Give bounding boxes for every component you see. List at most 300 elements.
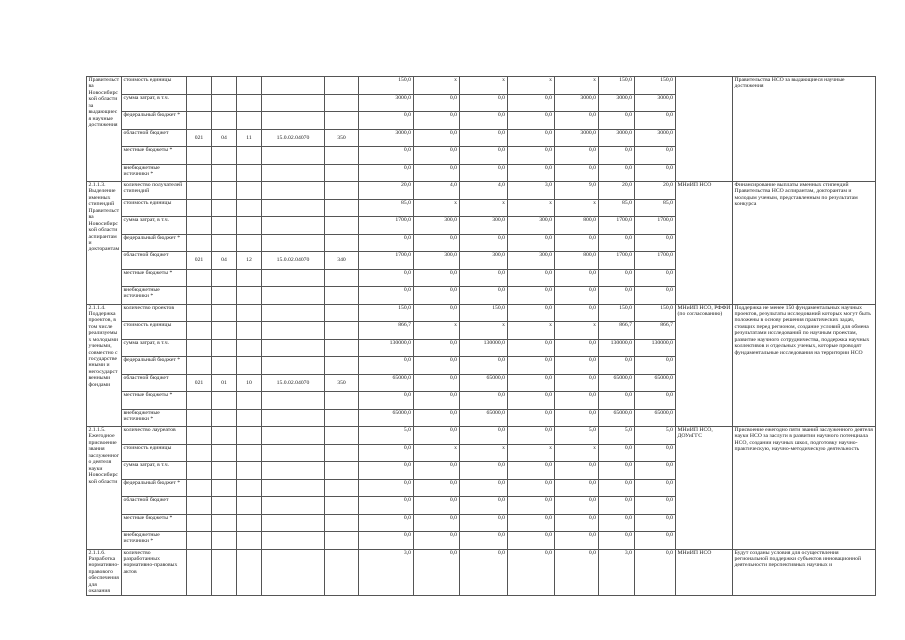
budget-code	[262, 497, 325, 515]
budget-code	[325, 77, 359, 95]
value-cell: 3000,0	[555, 94, 599, 112]
value-cell: 0,0	[460, 462, 508, 480]
budget-code	[262, 217, 325, 235]
value-cell: 0,0	[460, 164, 508, 182]
budget-code	[187, 357, 212, 375]
budget-code	[237, 357, 262, 375]
value-cell: x	[460, 77, 508, 95]
value-cell: 0,0	[460, 357, 508, 375]
value-cell: 130000,0	[359, 339, 414, 357]
budget-code	[237, 392, 262, 410]
budget-code	[212, 549, 237, 595]
value-cell: 65000,0	[359, 374, 414, 392]
value-cell: 85,0	[635, 199, 676, 217]
value-cell: 0,0	[359, 234, 414, 252]
value-cell: 866,7	[635, 322, 676, 340]
value-cell: 0,0	[414, 269, 460, 287]
executor-cell: МНиИП НСО, ДОУиГГС	[676, 427, 733, 550]
value-cell: 0,0	[508, 374, 555, 392]
value-cell: 0,0	[555, 339, 599, 357]
indicator-label: местные бюджеты *	[122, 147, 187, 165]
value-cell: 3000,0	[359, 129, 414, 147]
expected-result: Поддержка не менее 150 фундаментальных научных проектов, результаты исследований которых могут быть положены в основу решения практических задач, стоящих перед регионом, создание условий для обмена результатами исследований по научным проектам, развитие научного сотрудничества, поддержка научных коллективов и отдельных ученых, которые проводят фундаментальные исследования на территории НСО	[733, 304, 876, 427]
budget-code	[187, 77, 212, 95]
budget-code	[262, 549, 325, 595]
budget-code	[187, 392, 212, 410]
budget-code	[262, 409, 325, 427]
budget-code	[262, 322, 325, 340]
executor-cell	[676, 77, 733, 182]
value-cell: 0,0	[414, 164, 460, 182]
budget-code	[212, 462, 237, 480]
budget-code: 021	[187, 374, 212, 392]
value-cell: 0,0	[599, 479, 635, 497]
value-cell: 0,0	[635, 462, 676, 480]
value-cell: 0,0	[359, 164, 414, 182]
value-cell: 0,0	[508, 514, 555, 532]
budget-code	[325, 462, 359, 480]
budget-code	[237, 462, 262, 480]
value-cell: 0,0	[460, 497, 508, 515]
value-cell: 0,0	[635, 269, 676, 287]
value-cell: 0,0	[460, 392, 508, 410]
budget-code	[262, 287, 325, 305]
indicator-label: областной бюджет	[122, 129, 187, 147]
value-cell: 0,0	[414, 532, 460, 550]
budget-code	[212, 217, 237, 235]
value-cell: 65000,0	[635, 374, 676, 392]
value-cell: 0,0	[555, 112, 599, 130]
value-cell: x	[508, 77, 555, 95]
value-cell: 0,0	[414, 497, 460, 515]
budget-code	[237, 479, 262, 497]
value-cell: 300,0	[414, 252, 460, 270]
value-cell: 0,0	[555, 147, 599, 165]
value-cell: x	[555, 199, 599, 217]
value-cell: 150,0	[460, 304, 508, 322]
measure-name: 2.1.1.4. Поддержка проектов, в том числе реализуемых молодыми учеными, совместно с государственными и негосударственными фондами	[87, 304, 122, 427]
budget-code	[325, 182, 359, 200]
value-cell: x	[508, 444, 555, 462]
value-cell: 0,0	[555, 234, 599, 252]
value-cell: 0,0	[414, 234, 460, 252]
value-cell: 20,0	[635, 182, 676, 200]
budget-code: 15.0.02.04070	[262, 252, 325, 270]
budget-code	[325, 409, 359, 427]
budget-code	[212, 357, 237, 375]
budget-code	[212, 304, 237, 322]
value-cell: x	[555, 444, 599, 462]
value-cell: 0,0	[460, 234, 508, 252]
value-cell: 0,0	[414, 392, 460, 410]
value-cell: 0,0	[555, 532, 599, 550]
expected-result: Правительства НСО за выдающиеся научные достижения	[733, 77, 876, 182]
value-cell: 3,0	[599, 549, 635, 595]
value-cell: 0,0	[599, 444, 635, 462]
budget-code	[262, 427, 325, 445]
budget-code	[237, 444, 262, 462]
budget-code	[237, 549, 262, 595]
budget-code	[187, 322, 212, 340]
value-cell: 0,0	[508, 357, 555, 375]
value-cell: 130000,0	[635, 339, 676, 357]
indicator-label: внебюджетные источники *	[122, 287, 187, 305]
value-cell: 65000,0	[635, 409, 676, 427]
value-cell: 0,0	[460, 514, 508, 532]
value-cell: 0,0	[635, 392, 676, 410]
value-cell: 5,0	[635, 427, 676, 445]
budget-code	[262, 339, 325, 357]
budget-code	[325, 112, 359, 130]
value-cell: 0,0	[508, 164, 555, 182]
value-cell: 0,0	[414, 479, 460, 497]
table-row	[87, 304, 876, 322]
value-cell: 130000,0	[460, 339, 508, 357]
value-cell: 1700,0	[599, 217, 635, 235]
value-cell: 0,0	[635, 479, 676, 497]
budget-code	[237, 234, 262, 252]
table-row	[87, 182, 876, 200]
budget-code	[262, 532, 325, 550]
value-cell: 3000,0	[599, 94, 635, 112]
value-cell: x	[460, 322, 508, 340]
budget-code	[212, 339, 237, 357]
budget-code	[187, 427, 212, 445]
budget-code	[237, 217, 262, 235]
budget-code	[262, 112, 325, 130]
value-cell: 0,0	[508, 479, 555, 497]
value-cell: 0,0	[555, 269, 599, 287]
budget-code	[187, 339, 212, 357]
value-cell: 3000,0	[635, 94, 676, 112]
value-cell: 0,0	[635, 287, 676, 305]
measure-name: Правительства Новосибирской области за выдающиеся научные достижения	[87, 77, 122, 182]
budget-code	[237, 497, 262, 515]
budget-code	[187, 94, 212, 112]
budget-code	[187, 532, 212, 550]
value-cell: 9,0	[555, 182, 599, 200]
value-cell: 3000,0	[555, 129, 599, 147]
value-cell: 0,0	[635, 357, 676, 375]
budget-code	[212, 392, 237, 410]
budget-code	[325, 322, 359, 340]
budget-code	[187, 164, 212, 182]
value-cell: 150,0	[635, 304, 676, 322]
value-cell: 0,0	[460, 94, 508, 112]
budget-code	[187, 462, 212, 480]
value-cell: 0,0	[555, 304, 599, 322]
value-cell: 0,0	[599, 269, 635, 287]
budget-code	[325, 164, 359, 182]
value-cell: 0,0	[414, 129, 460, 147]
value-cell: 0,0	[555, 164, 599, 182]
budget-code	[212, 147, 237, 165]
budget-code	[237, 94, 262, 112]
value-cell: 0,0	[414, 304, 460, 322]
budget-code	[262, 514, 325, 532]
budget-code	[325, 497, 359, 515]
budget-code	[212, 182, 237, 200]
budget-code	[262, 269, 325, 287]
value-cell: 0,0	[460, 129, 508, 147]
value-cell: 150,0	[599, 304, 635, 322]
budget-code	[325, 304, 359, 322]
value-cell: 3000,0	[359, 94, 414, 112]
executor-cell: МНиИП НСО	[676, 182, 733, 305]
indicator-label: сумма затрат, в т.ч.	[122, 217, 187, 235]
value-cell: x	[460, 444, 508, 462]
budget-code	[262, 392, 325, 410]
value-cell: 0,0	[555, 409, 599, 427]
budget-code	[262, 444, 325, 462]
budget-code: 350	[325, 129, 359, 147]
measure-name: 2.1.1.5. Ежегодное присвоение звания заслуженного деятеля науки Новосибирской области	[87, 427, 122, 550]
value-cell: 0,0	[359, 514, 414, 532]
value-cell: 3000,0	[635, 129, 676, 147]
value-cell: 0,0	[635, 164, 676, 182]
budget-code	[212, 427, 237, 445]
value-cell: 0,0	[508, 94, 555, 112]
value-cell: 85,0	[359, 199, 414, 217]
value-cell: 0,0	[555, 374, 599, 392]
value-cell: 0,0	[635, 147, 676, 165]
value-cell: 0,0	[508, 532, 555, 550]
value-cell: 0,0	[508, 112, 555, 130]
value-cell: 0,0	[635, 112, 676, 130]
value-cell: 0,0	[460, 549, 508, 595]
budget-code	[262, 164, 325, 182]
value-cell: 65000,0	[599, 374, 635, 392]
budget-code	[262, 147, 325, 165]
value-cell: 866,7	[599, 322, 635, 340]
budget-code	[187, 217, 212, 235]
value-cell: 0,0	[555, 287, 599, 305]
value-cell: 0,0	[555, 514, 599, 532]
budget-code	[187, 549, 212, 595]
value-cell: 0,0	[635, 234, 676, 252]
budget-code	[212, 322, 237, 340]
value-cell: 0,0	[635, 532, 676, 550]
value-cell: 1700,0	[635, 217, 676, 235]
value-cell: 0,0	[414, 147, 460, 165]
value-cell: 1700,0	[635, 252, 676, 270]
value-cell: 150,0	[359, 304, 414, 322]
value-cell: 65000,0	[359, 409, 414, 427]
value-cell: 5,0	[555, 427, 599, 445]
value-cell: 0,0	[508, 339, 555, 357]
indicator-label: федеральный бюджет *	[122, 357, 187, 375]
value-cell: 0,0	[460, 427, 508, 445]
value-cell: 20,0	[359, 182, 414, 200]
value-cell: 0,0	[635, 497, 676, 515]
value-cell: 0,0	[414, 112, 460, 130]
indicator-label: стоимость единицы	[122, 199, 187, 217]
indicator-label: областной бюджет	[122, 252, 187, 270]
value-cell: 0,0	[414, 374, 460, 392]
budget-code: 10	[237, 374, 262, 392]
value-cell: 0,0	[359, 479, 414, 497]
budget-code: 021	[187, 252, 212, 270]
budget-code: 12	[237, 252, 262, 270]
value-cell: 0,0	[599, 462, 635, 480]
value-cell: 300,0	[414, 217, 460, 235]
value-cell: 0,0	[599, 514, 635, 532]
budget-code	[237, 339, 262, 357]
value-cell: x	[460, 199, 508, 217]
budget-code	[325, 339, 359, 357]
budget-code	[325, 532, 359, 550]
value-cell: 0,0	[508, 427, 555, 445]
indicator-label: стоимость единицы	[122, 322, 187, 340]
value-cell: 150,0	[635, 77, 676, 95]
value-cell: 300,0	[460, 252, 508, 270]
budget-code	[212, 479, 237, 497]
value-cell: 0,0	[359, 444, 414, 462]
budget-code	[187, 304, 212, 322]
value-cell: 800,0	[555, 252, 599, 270]
value-cell: 0,0	[359, 112, 414, 130]
value-cell: x	[414, 444, 460, 462]
indicator-label: местные бюджеты *	[122, 269, 187, 287]
budget-code	[325, 357, 359, 375]
indicator-label: внебюджетные источники *	[122, 164, 187, 182]
value-cell: x	[508, 322, 555, 340]
value-cell: 0,0	[635, 514, 676, 532]
budget-code	[237, 409, 262, 427]
value-cell: 0,0	[635, 549, 676, 595]
value-cell: 85,0	[599, 199, 635, 217]
budget-code	[237, 199, 262, 217]
budget-code	[262, 479, 325, 497]
budget-code	[237, 532, 262, 550]
budget-code: 04	[212, 129, 237, 147]
budget-code	[237, 164, 262, 182]
budget-code	[237, 514, 262, 532]
budget-code	[187, 409, 212, 427]
value-cell: 0,0	[555, 479, 599, 497]
budget-code	[325, 217, 359, 235]
indicator-label: количество проектов	[122, 304, 187, 322]
value-cell: 0,0	[599, 497, 635, 515]
value-cell: 0,0	[359, 357, 414, 375]
value-cell: 5,0	[599, 427, 635, 445]
budget-code	[212, 409, 237, 427]
budget-code	[212, 444, 237, 462]
budget-code	[212, 112, 237, 130]
value-cell: 4,0	[414, 182, 460, 200]
value-cell: 0,0	[414, 287, 460, 305]
value-cell: 0,0	[508, 392, 555, 410]
value-cell: 0,0	[460, 532, 508, 550]
value-cell: 0,0	[555, 549, 599, 595]
executor-cell: МНиИП НСО, РФФИ (по согласованию)	[676, 304, 733, 427]
budget-code	[262, 304, 325, 322]
value-cell: 1700,0	[599, 252, 635, 270]
value-cell: 0,0	[414, 409, 460, 427]
value-cell: x	[414, 77, 460, 95]
budget-code	[187, 199, 212, 217]
value-cell: 0,0	[599, 164, 635, 182]
value-cell: 0,0	[414, 514, 460, 532]
indicator-label: количество лауреатов	[122, 427, 187, 445]
indicator-label: внебюджетные источники *	[122, 532, 187, 550]
budget-code	[237, 304, 262, 322]
value-cell: 0,0	[460, 269, 508, 287]
value-cell: 3,0	[359, 549, 414, 595]
budget-code	[237, 287, 262, 305]
value-cell: x	[508, 199, 555, 217]
budget-code	[262, 462, 325, 480]
budget-code: 021	[187, 129, 212, 147]
budget-code: 15.0.02.04070	[262, 374, 325, 392]
table-row	[87, 77, 876, 95]
value-cell: 150,0	[359, 77, 414, 95]
budget-code	[237, 147, 262, 165]
value-cell: x	[555, 322, 599, 340]
value-cell: 0,0	[359, 287, 414, 305]
budget-code	[325, 392, 359, 410]
expected-result: Будут созданы условия для осуществления региональной поддержки субъектов инновационной деятельности перспективных научных и	[733, 549, 876, 595]
value-cell: 0,0	[460, 479, 508, 497]
value-cell: 0,0	[460, 287, 508, 305]
indicator-label: областной бюджет	[122, 497, 187, 515]
value-cell: 0,0	[414, 549, 460, 595]
budget-code: 340	[325, 252, 359, 270]
value-cell: 800,0	[555, 217, 599, 235]
value-cell: 0,0	[599, 287, 635, 305]
value-cell: 0,0	[508, 549, 555, 595]
budget-code	[325, 479, 359, 497]
indicator-label: сумма затрат, в т.ч.	[122, 94, 187, 112]
budget-code	[212, 287, 237, 305]
budget-code	[237, 112, 262, 130]
budget-code	[325, 199, 359, 217]
budget-code	[187, 287, 212, 305]
value-cell: 0,0	[508, 234, 555, 252]
measure-name: 2.1.1.6. Разработка нормативно-правового обеспечения для оказания	[87, 549, 122, 595]
budget-code	[187, 514, 212, 532]
indicator-label: стоимость единицы	[122, 77, 187, 95]
budget-code	[187, 444, 212, 462]
value-cell: 0,0	[508, 304, 555, 322]
value-cell: 0,0	[414, 94, 460, 112]
expected-result: Финансирование выплаты именных стипендий Правительства НСО аспирантам, докторантам и молодым ученым, представленным по результатам конкурса	[733, 182, 876, 305]
value-cell: 4,0	[460, 182, 508, 200]
budget-code	[262, 77, 325, 95]
value-cell: 130000,0	[599, 339, 635, 357]
value-cell: 3000,0	[599, 129, 635, 147]
budget-code	[325, 269, 359, 287]
budget-code	[187, 112, 212, 130]
value-cell: 1700,0	[359, 217, 414, 235]
value-cell: 0,0	[359, 269, 414, 287]
budget-code	[212, 234, 237, 252]
value-cell: 0,0	[508, 462, 555, 480]
value-cell: 300,0	[460, 217, 508, 235]
value-cell: 0,0	[508, 409, 555, 427]
budget-code	[325, 427, 359, 445]
budget-code	[262, 357, 325, 375]
budget-code	[212, 94, 237, 112]
budget-code	[187, 497, 212, 515]
value-cell: 0,0	[414, 357, 460, 375]
budget-code	[325, 444, 359, 462]
value-cell: 65000,0	[460, 409, 508, 427]
value-cell: 0,0	[635, 444, 676, 462]
budget-code: 15.0.02.04070	[262, 129, 325, 147]
executor-cell: МНиИП НСО	[676, 549, 733, 595]
value-cell: 0,0	[599, 357, 635, 375]
